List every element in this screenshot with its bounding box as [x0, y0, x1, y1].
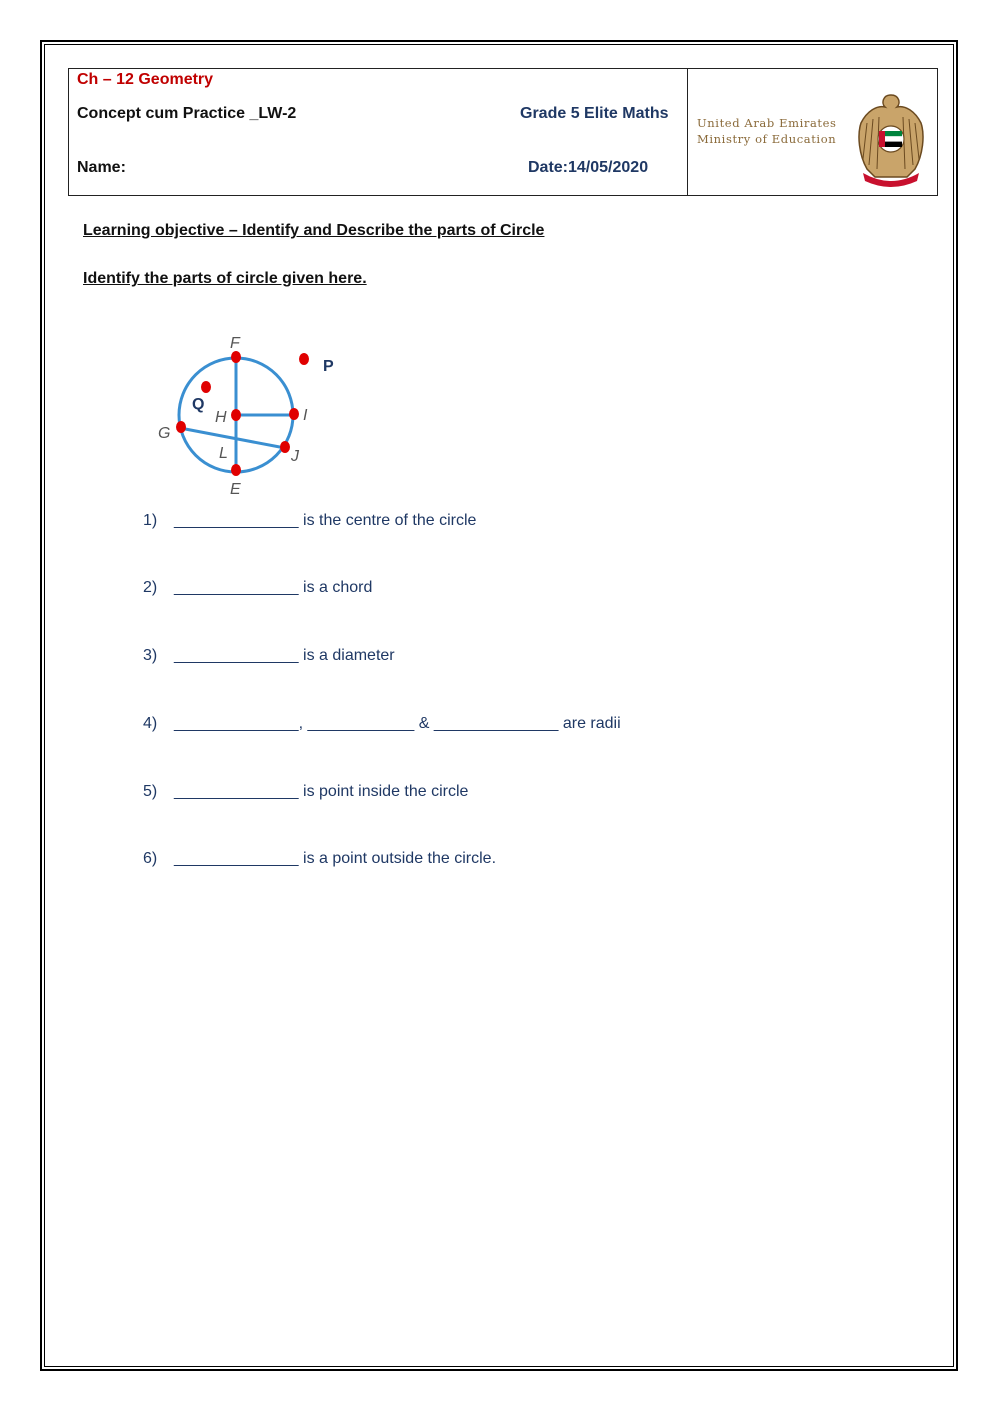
point-g [176, 421, 186, 433]
chapter-title: Ch – 12 Geometry [77, 71, 214, 88]
chord-gj [180, 428, 285, 448]
instruction-text: Identify the parts of circle given here. [83, 270, 367, 287]
question-text: is a diameter [298, 647, 395, 664]
question-number: 4) [143, 715, 158, 732]
question-number: 5) [143, 783, 158, 800]
question-text: is a point outside the circle. [298, 850, 497, 867]
answer-blank[interactable]: ______________ [174, 715, 299, 732]
point-q [201, 381, 211, 393]
label-h: H [215, 409, 227, 426]
question-3 [143, 647, 395, 665]
point-i [289, 408, 299, 420]
header-divider [687, 69, 688, 195]
point-h [231, 409, 241, 421]
circle-diagram [150, 330, 350, 500]
ministry-text [697, 115, 837, 147]
date-label: Date:14/05/2020 [528, 159, 649, 176]
learning-objective: Learning objective – Identify and Describe the parts of Circle [83, 222, 545, 239]
answer-blank[interactable]: ______________ [174, 579, 299, 596]
question-4 [143, 715, 621, 733]
answer-blank[interactable]: ______________ [174, 512, 299, 529]
answer-blank[interactable]: ______________ [174, 783, 299, 800]
grade-label: Grade 5 Elite Maths [520, 105, 669, 122]
ministry-line-2: Ministry of Education [697, 132, 837, 146]
point-j [280, 441, 290, 453]
question-1 [143, 512, 476, 530]
uae-emblem-icon [853, 89, 929, 189]
answer-blank[interactable]: ______________ [174, 850, 299, 867]
label-p: P [323, 358, 334, 375]
answer-blank[interactable]: ______________ [174, 647, 299, 664]
question-5 [143, 783, 468, 801]
point-p [299, 353, 309, 365]
question-6 [143, 850, 496, 868]
question-number: 2) [143, 579, 158, 596]
label-q: Q [192, 396, 205, 413]
worksheet-header [68, 68, 938, 196]
question-2 [143, 579, 372, 597]
label-f: F [230, 335, 240, 352]
question-text: , ____________ & ______________ are radii [298, 715, 621, 732]
label-g: G [158, 425, 171, 442]
label-e: E [230, 481, 241, 498]
question-number: 3) [143, 647, 158, 664]
question-text: is a chord [298, 579, 373, 596]
concept-title: Concept cum Practice _LW-2 [77, 105, 297, 122]
question-number: 1) [143, 512, 158, 529]
ministry-line-1: United Arab Emirates [697, 116, 837, 130]
question-text: is point inside the circle [298, 783, 469, 800]
point-f [231, 351, 241, 363]
label-l: L [219, 445, 228, 462]
question-number: 6) [143, 850, 158, 867]
label-i: I [303, 407, 308, 424]
label-j: J [291, 448, 299, 465]
point-e [231, 464, 241, 476]
question-text: is the centre of the circle [298, 512, 477, 529]
name-label: Name: [77, 159, 126, 176]
